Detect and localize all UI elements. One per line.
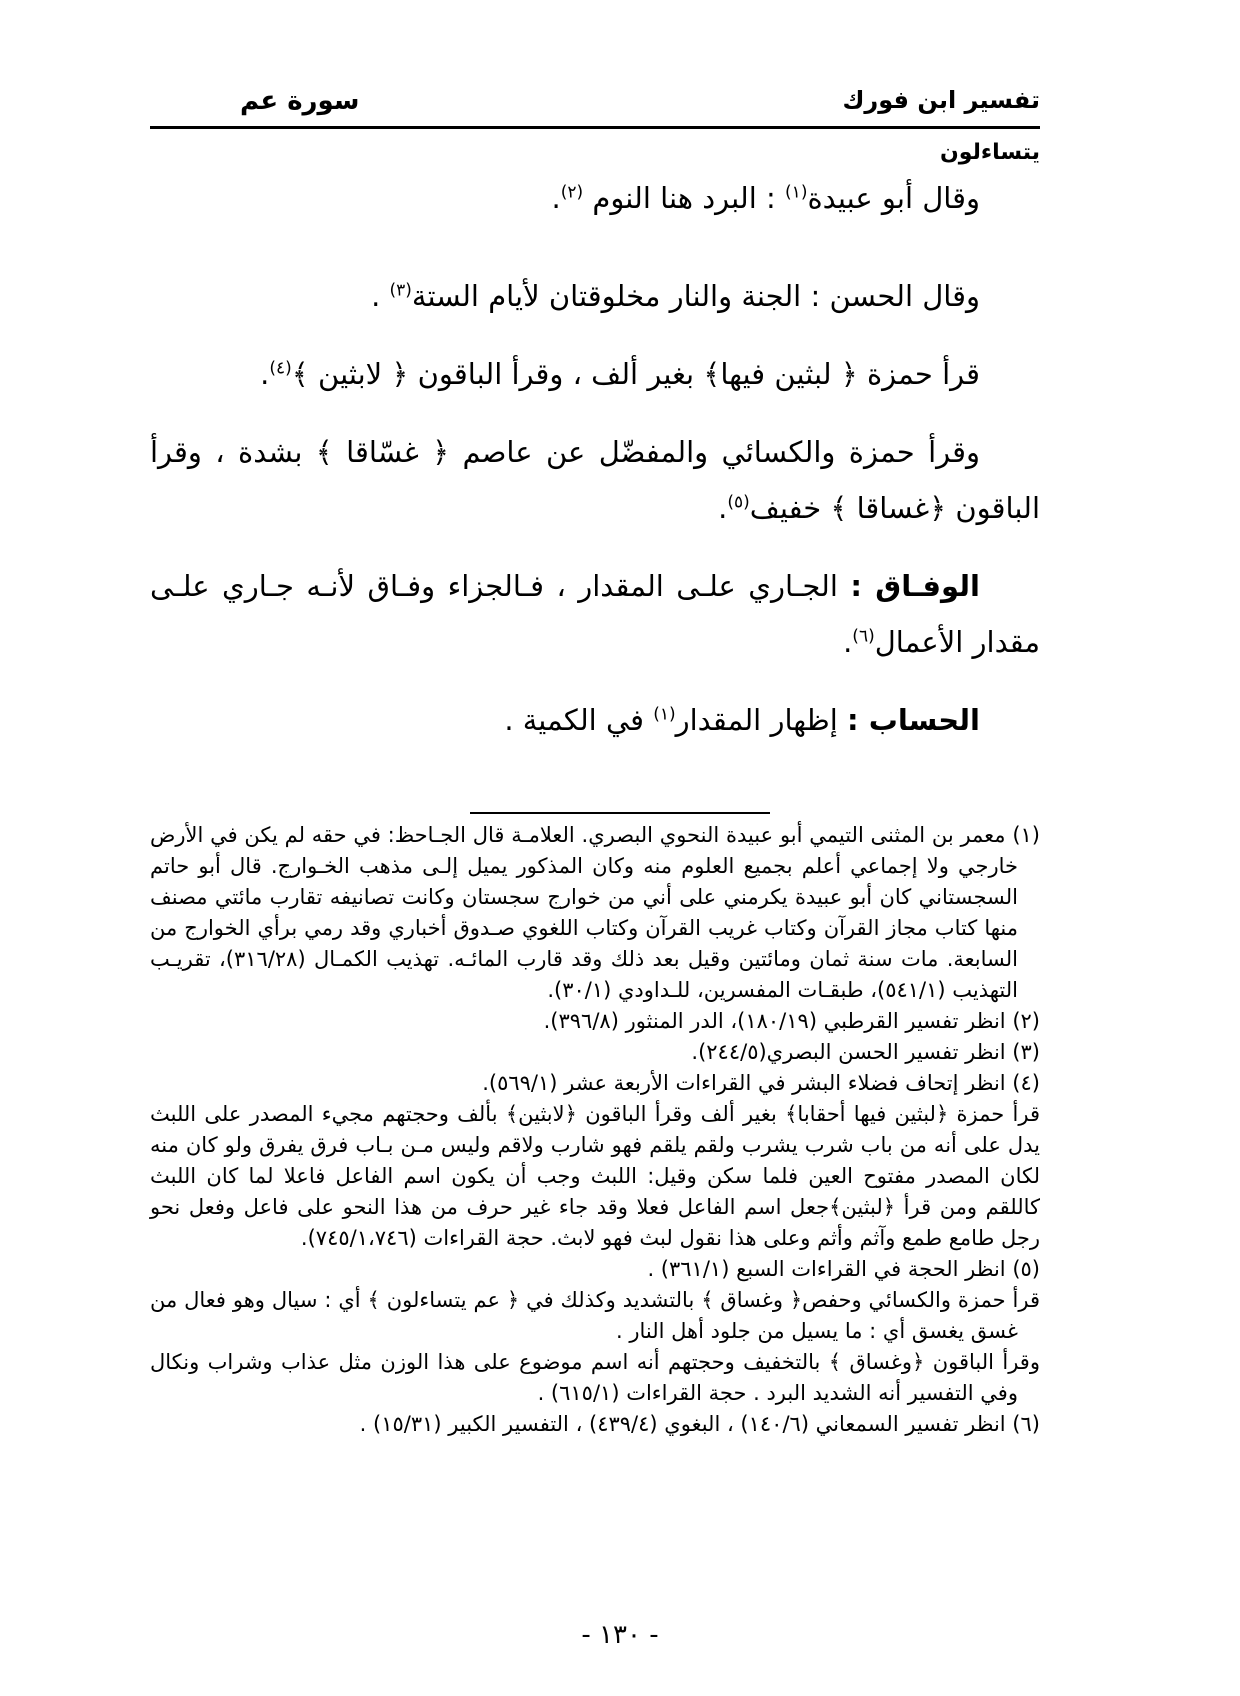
paragraph-ghassaq-reading [150,424,1040,536]
text: . [371,279,390,313]
surah-title: سورة عم [240,86,360,116]
text: الجـاري علـى المقدار ، فـالجزاء وفـاق لأنـه جـاري علـى مقدار الأعمال [150,569,1040,659]
term-wifaq: الوفـاق : [850,569,980,603]
text: قرأ حمزة ﴿ لبثين فيها﴾ بغير ألف ، وقرأ الباقون ﴿ لابثين ﴾ [291,357,980,391]
footnote-3: (٣) انظر تفسير الحسن البصري(٢٤٤/٥). [691,1040,1040,1064]
text: في الكمية . [504,703,654,737]
text: . [260,357,270,391]
text: إظهار المقدار [675,703,848,737]
footnote-ref: (٤) [269,358,292,379]
footnote-separator [470,812,770,814]
footnote-6: (٦) انظر تفسير السمعاني (١٤٠/٦) ، البغوي (٤٣٩/٤) ، التفسير الكبير (١٥/٣١) . [359,1412,1040,1436]
paragraph-hamza-reading [150,346,1040,402]
footnote-ref: (٥) [727,492,750,513]
footnote-5-continued: قرأ حمزة والكسائي وحفص﴿ وغساق ﴾ بالتشديد وكذلك في ﴿ عم يتساءلون ﴾ أي : سيال وهو فعال من غسق يغسق أي : ما يسيل من جلود أهل النار . [150,1288,1040,1343]
footnote-4-continued: قرأ حمزة ﴿لبثين فيها أحقابا﴾ بغير ألف وقرأ الباقون ﴿لابثين﴾ بألف وحجتهم مجيء المصدر على اللبث يدل على أنه من باب شرب يشرب ولقم يلقم فهو شارب ولاقم وليس مـن بـاب فرق يفرق ولو كان منه لكان المصدر مفتوح العين فلما سكن وقيل: اللبث وجب أن يكون اسم الفاعل فاعلا لما كان اللبث كاللقم ومن قرأ ﴿لبثين﴾جعل اسم الفاعل فعلا وقد جاء غير حرف من هذا النحو على فاعل وفعل نحو رجل طامع طمع وآثم وأثم وعلى هذا نقول لبث فهو لابث. حجة القراءات (٧٤٥/١،٧٤٦). [150,1102,1040,1250]
footnote-ref: (٣) [389,280,412,301]
footnote-4: (٤) انظر إتحاف فضلاء البشر في القراءات الأربعة عشر (٥٦٩/١). [482,1071,1040,1095]
footnote-5-continued-2: وقرأ الباقون ﴿وغساق ﴾ بالتخفيف وحجتهم أنه اسم موضوع على هذا الوزن مثل عذاب وشراب ونكال وفي التفسير أنه الشديد البرد . حجة القراءات (٦١٥/١) . [150,1350,1040,1405]
text: : البرد هنا النوم [583,181,786,215]
text: . [551,181,561,215]
footnote-2: (٢) انظر تفسير القرطبي (١٨٠/١٩)، الدر المنثور (٣٩٦/٨). [543,1009,1040,1033]
running-head: يتساءلون [940,140,1040,165]
paragraph-hasan [150,268,1040,324]
paragraph-hisab [150,692,1040,748]
text: . [718,491,728,525]
page-number: - ١٣٠ - [581,1620,659,1650]
term-hisab: الحساب : [847,703,980,737]
page-header [150,86,1040,129]
book-title: تفسير ابن فورك [842,86,1040,114]
footnote-ref: (١) [653,704,676,725]
text: وقال أبو عبيدة [807,181,980,215]
footnote-1: (١) معمر بن المثنى التيمي أبو عبيدة النحوي البصري. العلامـة قال الجـاحظ: في حقه لم يكن في الأرض خارجي ولا إجماعي أعلم بجميع العلوم منه وكان المذكور يميل إلـى مذهب الخـوارج. قال أبو حاتم السجستاني كان أبو عبيدة يكرمني على أني من خوارج سجستان وكانت تصانيفه تقارب مائتي مصنف منها كتاب مجاز القرآن وكتاب غريب القرآن وكتاب اللغوي صـدوق أخباري وقد رمي برأي الخوارج من السابعة. مات سنة ثمان ومائتين وقيل بعد ذلك وقد قارب المائـه. تهذيب الكمـال (٣١٦/٢٨)، تقريـب التهذيب (٥٤١/١)، طبقـات المفسرين، للـداودي (٣٠/١). [150,823,1040,1002]
text: وقرأ حمزة والكسائي والمفضّل عن عاصم ﴿ غسّاقا ﴾ بشدة ، وقرأ الباقون ﴿غساقا ﴾ خفيف [150,435,1040,525]
footnote-ref: (١) [785,182,808,203]
paragraph-wifaq [150,558,1040,670]
footnotes [150,820,1040,1440]
footnote-ref: (٢) [560,182,584,203]
footnote-ref: (٦) [852,626,875,647]
paragraph-abu-ubayda [150,170,1040,226]
text: وقال الحسن : الجنة والنار مخلوقتان لأيام الستة [411,279,980,313]
footnote-5: (٥) انظر الحجة في القراءات السبع (٣٦١/١) . [647,1257,1040,1281]
main-text [150,170,1040,748]
text: . [843,625,853,659]
